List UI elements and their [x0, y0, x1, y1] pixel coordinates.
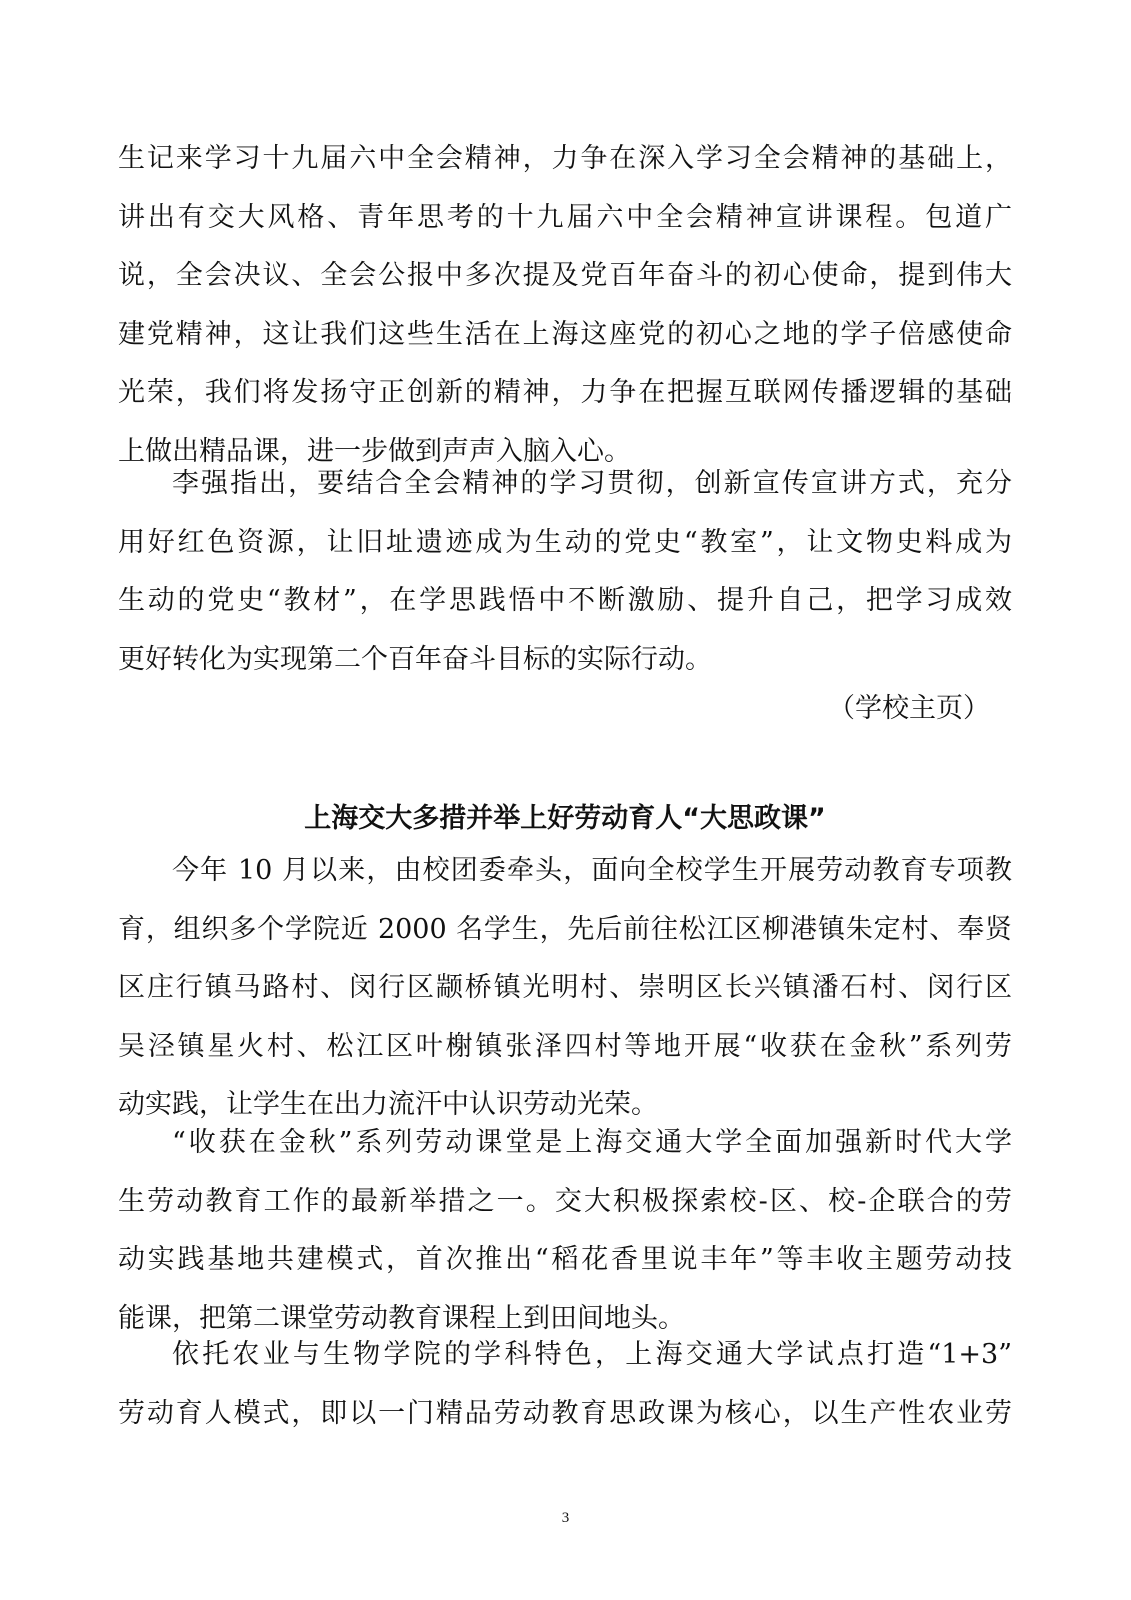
- text-line: 动实践，让学生在出力流汗中认识劳动光荣。: [118, 1089, 658, 1120]
- text-line: 今年 10 月以来，由校团委牵头，面向全校学生开展劳动教育专项教: [172, 855, 1012, 886]
- text-line: 讲出有交大风格、青年思考的十九届六中全会精神宣讲课程。包道广: [118, 201, 1012, 233]
- text-line: 用好红色资源，让旧址遗迹成为生动的党史“教室”，让文物史料成为: [118, 526, 1012, 558]
- text-line: 育，组织多个学院近 2000 名学生，先后前往松江区柳港镇朱定村、奉贤: [118, 913, 1012, 945]
- text-line: 依托农业与生物学院的学科特色，上海交通大学试点打造“1+3”: [172, 1339, 1012, 1370]
- text-line: 劳动育人模式，即以一门精品劳动教育思政课为核心，以生产性农业劳: [118, 1397, 1012, 1429]
- text-line: 动实践基地共建模式，首次推出“稻花香里说丰年”等丰收主题劳动技: [118, 1244, 1012, 1275]
- text-line: “收获在金秋”系列劳动课堂是上海交通大学全面加强新时代大学: [172, 1127, 1012, 1158]
- document-page: [118, 0, 1012, 1600]
- article1-paragraph-2: [118, 455, 1012, 689]
- article2-paragraph-3: [118, 1326, 1012, 1443]
- text-line: 光荣，我们将发扬守正创新的精神，力争在把握互联网传播逻辑的基础: [118, 377, 1012, 408]
- text-line: 生劳动教育工作的最新举措之一。交大积极探索校-区、校-企联合的劳: [118, 1185, 1012, 1217]
- text-line: 生动的党史“教材”，在学思践悟中不断激励、提升自己，把学习成效: [118, 585, 1012, 616]
- text-line: 能课，把第二课堂劳动教育课程上到田间地头。: [118, 1302, 685, 1334]
- page-number: 3: [561, 1510, 570, 1526]
- text-line: 李强指出，要结合全会精神的学习贯彻，创新宣传宣讲方式，充分: [172, 468, 1012, 499]
- text-line: 说，全会决议、全会公报中多次提及党百年奋斗的初心使命，提到伟大: [118, 260, 1012, 291]
- article2-paragraph-1: [118, 842, 1012, 1135]
- text-line: 上做出精品课，进一步做到声声入脑入心。: [118, 435, 631, 467]
- text-line: 更好转化为实现第二个百年奋斗目标的实际行动。: [118, 643, 712, 675]
- article2-title: 上海交大多措并举上好劳动育人“大思政课”: [304, 803, 826, 834]
- text-line: 生记来学习十九届六中全会精神，力争在深入学习全会精神的基础上，: [118, 143, 1012, 174]
- article2-paragraph-2: [118, 1114, 1012, 1348]
- text-line: 区庄行镇马路村、闵行区颛桥镇光明村、崇明区长兴镇潘石村、闵行区: [118, 972, 1012, 1003]
- article1-paragraph-1: [118, 130, 1012, 481]
- text-line: 吴泾镇星火村、松江区叶榭镇张泽四村等地开展“收获在金秋”系列劳: [118, 1030, 1012, 1062]
- text-line: 建党精神，这让我们这些生活在上海这座党的初心之地的学子倍感使命: [118, 318, 1012, 350]
- article1-source: （学校主页）: [828, 693, 990, 724]
